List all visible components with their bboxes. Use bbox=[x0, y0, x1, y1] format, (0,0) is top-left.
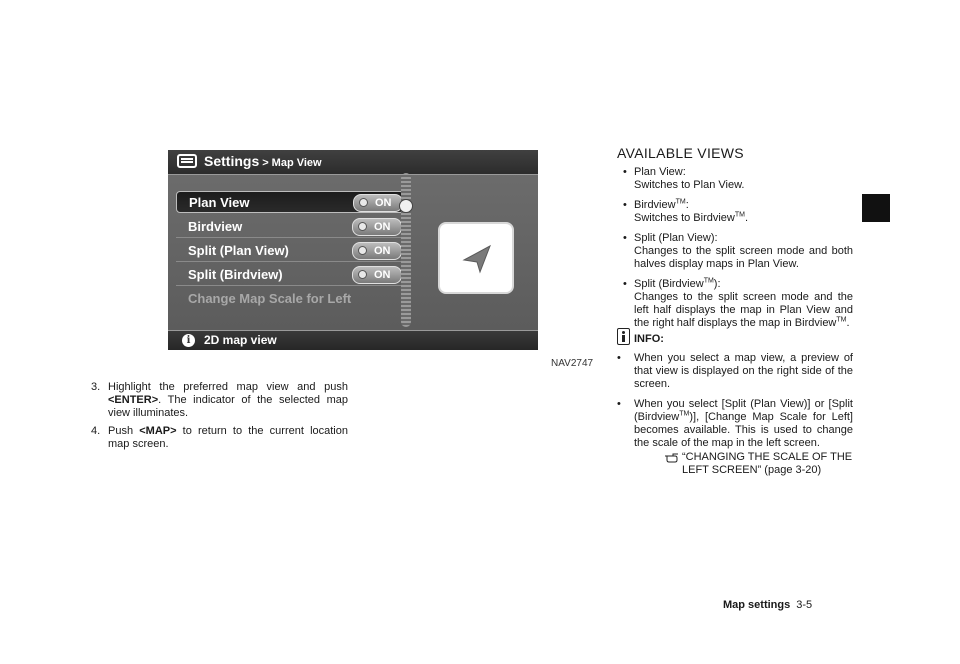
page-footer bbox=[723, 599, 812, 611]
scrollbar[interactable] bbox=[399, 173, 413, 327]
figure-code: NAV2747 bbox=[551, 358, 594, 369]
info-list bbox=[617, 352, 853, 484]
map-view-settings-screen bbox=[168, 150, 538, 350]
menu-item-birdview[interactable]: Birdview ON bbox=[176, 216, 404, 238]
step-3: 3. Highlight the preferred map view and push <ENTER>. The indicator of the selected map view illuminates. bbox=[91, 381, 348, 419]
section-tab-marker bbox=[862, 194, 890, 222]
info-icon: i bbox=[182, 334, 195, 347]
list-item: • Split (Birdview™): Changes to the split screen mode and the left half displays the map in Plan View and the right half displays the map in Birdview™. bbox=[623, 278, 853, 330]
list-item: • When you select [Split (Plan View)] or [Split (Birdview™)], [Change Map Scale for Left] becomes available. This is used to change the scale of the map in the left screen. “CHANGING THE SCALE OF THE LEFT SCREEN” (page 3-20) bbox=[617, 398, 853, 477]
menu-item-plan-view[interactable]: Plan View ON bbox=[176, 191, 404, 213]
pointing-hand-icon bbox=[664, 451, 680, 463]
page-number: 3-5 bbox=[796, 599, 813, 611]
on-indicator: ON bbox=[352, 266, 402, 284]
section-name: Map settings bbox=[723, 599, 791, 611]
scroll-track bbox=[401, 173, 411, 327]
screen-title: Settings > Map View bbox=[204, 153, 322, 169]
menu-item-split-plan-view[interactable]: Split (Plan View) ON bbox=[176, 240, 404, 262]
section-title: AVAILABLE VIEWS bbox=[617, 145, 744, 161]
on-indicator: ON bbox=[352, 242, 402, 260]
indicator-light-icon bbox=[358, 270, 367, 279]
indicator-light-icon bbox=[359, 198, 368, 207]
indicator-light-icon bbox=[358, 246, 367, 255]
list-item: • Plan View: Switches to Plan View. bbox=[623, 166, 853, 192]
screen-header bbox=[168, 150, 538, 175]
available-views-list bbox=[623, 166, 853, 337]
footer-hint: 2D map view bbox=[204, 333, 277, 347]
scroll-thumb[interactable] bbox=[399, 199, 413, 213]
list-item: • When you select a map view, a preview of that view is displayed on the right side of the screen. bbox=[617, 352, 853, 391]
screen-footer bbox=[168, 330, 538, 350]
menu-item-change-map-scale-left[interactable]: Change Map Scale for Left bbox=[188, 291, 352, 306]
on-indicator: ON bbox=[353, 194, 403, 212]
info-icon bbox=[617, 328, 630, 345]
map-arrow-icon bbox=[460, 242, 494, 276]
step-4: 4. Push <MAP> to return to the current location map screen. bbox=[91, 425, 348, 450]
cross-reference: “CHANGING THE SCALE OF THE LEFT SCREEN” (page 3-20) bbox=[634, 451, 853, 477]
indicator-light-icon bbox=[358, 222, 367, 231]
list-item: • Birdview™: Switches to Birdview™. bbox=[623, 199, 853, 225]
on-indicator: ON bbox=[352, 218, 402, 236]
settings-keyboard-icon bbox=[177, 154, 197, 168]
map-preview bbox=[438, 222, 514, 294]
menu-item-split-birdview[interactable]: Split (Birdview) ON bbox=[176, 264, 404, 286]
list-item: • Split (Plan View): Changes to the split screen mode and both halves display maps in Plan View. bbox=[623, 232, 853, 271]
